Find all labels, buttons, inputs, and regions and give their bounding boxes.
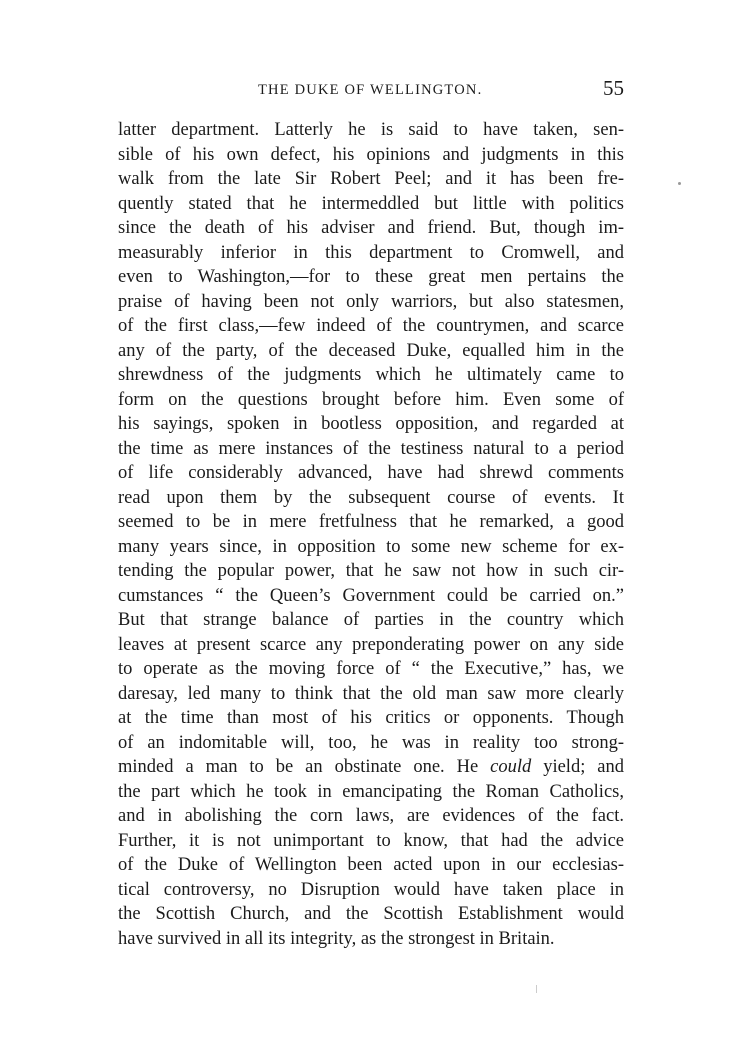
text-line: even to Washington,—for to these great men pertains the (118, 267, 624, 287)
text-line: the Scottish Church, and the Scottish Establishment would (118, 904, 624, 924)
text-line: have survived in all its integrity, as the strongest in Britain. (118, 928, 555, 949)
text-line: tical controversy, no Disruption would have taken place in (118, 879, 624, 900)
text-line: latter department. Latterly he is said to have taken, sen- (118, 120, 624, 140)
page-number: 55 (603, 76, 624, 100)
page-header (118, 76, 624, 104)
text-line: daresay, led many to think that the old man saw more clearly (118, 683, 624, 704)
text-line: of life considerably advanced, have had shrewd comments (118, 463, 624, 483)
text-segment: yield; and (531, 757, 624, 777)
text-line: of the first class,—few indeed of the countrymen, and scarce (118, 316, 624, 336)
text-line: to operate as the moving force of “ the Executive,” has, we (118, 659, 624, 679)
paper-speck (536, 985, 537, 993)
text-line: many years since, in opposition to some new scheme for ex- (118, 536, 624, 557)
text-line (118, 755, 624, 780)
text-line: of an indomitable will, too, he was in reality too strong- (118, 732, 624, 753)
text-line: read upon them by the subsequent course of events. It (118, 487, 624, 508)
text-segment: minded a man to be an obstinate one. He (118, 757, 491, 777)
paper-speck (678, 182, 681, 185)
running-head: THE DUKE OF WELLINGTON. (258, 82, 483, 98)
text-line: leaves at present scarce any preponderating power on any side (118, 634, 624, 655)
text-line: the part which he took in emancipating the Roman Catholics, (118, 781, 624, 802)
text-line: his sayings, spoken in bootless opposition, and regarded at (118, 414, 624, 434)
text-line: the time as mere instances of the testiness natural to a period (118, 438, 624, 459)
text-line: form on the questions brought before him. Even some of (118, 389, 624, 410)
text-line: walk from the late Sir Robert Peel; and it has been fre- (118, 169, 624, 189)
text-line: cumstances “ the Queen’s Government could be carried on.” (118, 585, 624, 606)
text-line: quently stated that he intermeddled but little with politics (118, 193, 624, 214)
text-line: sible of his own defect, his opinions and judgments in this (118, 144, 624, 165)
text-line: any of the party, of the deceased Duke, equalled him in the (118, 340, 624, 361)
italic-word: could (490, 757, 532, 777)
text-line: of the Duke of Wellington been acted upon in our ecclesias- (118, 855, 624, 875)
text-line: shrewdness of the judgments which he ultimately came to (118, 365, 624, 385)
text-line: seemed to be in mere fretfulness that he remarked, a good (118, 512, 624, 532)
text-line: measurably inferior in this department to Cromwell, and (118, 242, 624, 263)
text-line: tending the popular power, that he saw not how in such cir- (118, 561, 624, 581)
text-line: since the death of his adviser and friend. But, though im- (118, 218, 624, 238)
text-line: and in abolishing the corn laws, are evidences of the fact. (118, 806, 624, 826)
body-text (118, 118, 624, 951)
text-line: praise of having been not only warriors, but also statesmen, (118, 291, 624, 312)
text-line: But that strange balance of parties in the country which (118, 610, 624, 630)
text-line: at the time than most of his critics or opponents. Though (118, 708, 624, 728)
text-line: Further, it is not unimportant to know, that had the advice (118, 830, 624, 851)
